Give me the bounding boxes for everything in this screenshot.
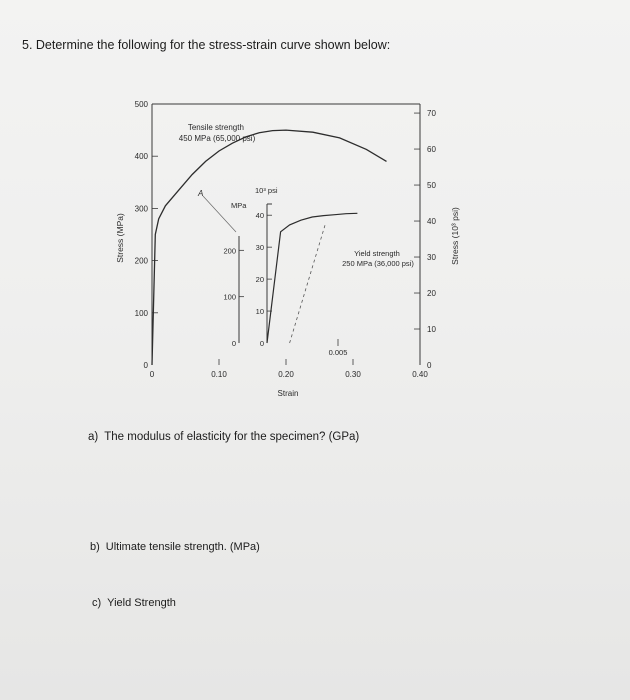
- part-a-text: The modulus of elasticity for the specimen? (GPa): [104, 431, 360, 443]
- main-plot-frame: [152, 104, 420, 365]
- left-tick-label: 200: [134, 256, 148, 266]
- inset-ksi-label: 30: [255, 243, 264, 253]
- right-tick-label: 70: [427, 109, 436, 119]
- right-tick-label: 10: [427, 325, 436, 335]
- left-axis-label: Stress (MPa): [115, 213, 125, 263]
- right-tick-label: 30: [427, 253, 436, 263]
- yield-strength-annotation: Yield strength 250 MPa (36,000 psi): [342, 249, 414, 268]
- inset-offset-line: [290, 223, 326, 344]
- x-tick-label: 0: [149, 370, 155, 379]
- part-b-label: b): [90, 541, 100, 553]
- tensile-strength-annotation: Tensile strength 450 MPa (65,000 psi): [178, 123, 256, 143]
- left-y-axis: [135, 100, 158, 370]
- left-tick-label: 100: [134, 308, 148, 318]
- inset-ksi-label: 10: [255, 307, 264, 317]
- x-tick-label: 0.10: [211, 370, 227, 379]
- right-tick-label: 20: [427, 289, 436, 299]
- point-a-label: A: [198, 189, 204, 198]
- right-y-axis: [414, 109, 436, 370]
- inset-mpa-label: 100: [223, 292, 236, 302]
- right-tick-label: 50: [427, 181, 436, 191]
- inset-units-top: 10³ psi: [255, 186, 278, 195]
- right-tick-label: 40: [427, 217, 436, 227]
- question-title: 5. Determine the following for the stress-strain curve shown below:: [22, 38, 391, 52]
- right-tick-label: 60: [427, 145, 436, 155]
- question-part-b: [90, 541, 260, 553]
- inset-mpa-label: 0: [231, 339, 236, 348]
- inset-stress-strain-curve: [267, 213, 357, 343]
- left-tick-label: 400: [134, 152, 148, 162]
- x-tick-label: 0.20: [278, 370, 294, 379]
- x-axis-label: Strain: [277, 389, 299, 398]
- x-axis: [150, 359, 429, 379]
- inset-axes: [239, 204, 272, 343]
- inset-mpa-axis: [223, 246, 244, 348]
- inset-ksi-axis: [256, 211, 272, 348]
- x-tick-label: 0.40: [412, 370, 428, 379]
- part-c-label: c): [92, 597, 102, 609]
- left-tick-label: 300: [134, 204, 148, 214]
- part-a-label: a): [88, 431, 99, 443]
- part-b-text: Ultimate tensile strength. (MPa): [105, 541, 260, 553]
- right-tick-label: 0: [427, 361, 432, 370]
- inset-ksi-label: 0: [259, 339, 264, 348]
- part-c-text: Yield Strength: [107, 597, 176, 609]
- left-tick-label: 0: [143, 361, 148, 370]
- inset-strain-label: 0.005: [328, 348, 348, 357]
- right-axis-label: Stress (10³ psi): [450, 207, 460, 265]
- left-tick-label: 500: [134, 100, 148, 109]
- inset-units-left: MPa: [231, 201, 247, 210]
- inset-mpa-label: 200: [223, 246, 236, 256]
- inset-ksi-label: 20: [255, 275, 264, 285]
- question-part-a: [88, 431, 359, 443]
- inset-ksi-label: 40: [255, 211, 264, 221]
- question-part-c: [92, 597, 176, 609]
- x-tick-label: 0.30: [345, 370, 361, 379]
